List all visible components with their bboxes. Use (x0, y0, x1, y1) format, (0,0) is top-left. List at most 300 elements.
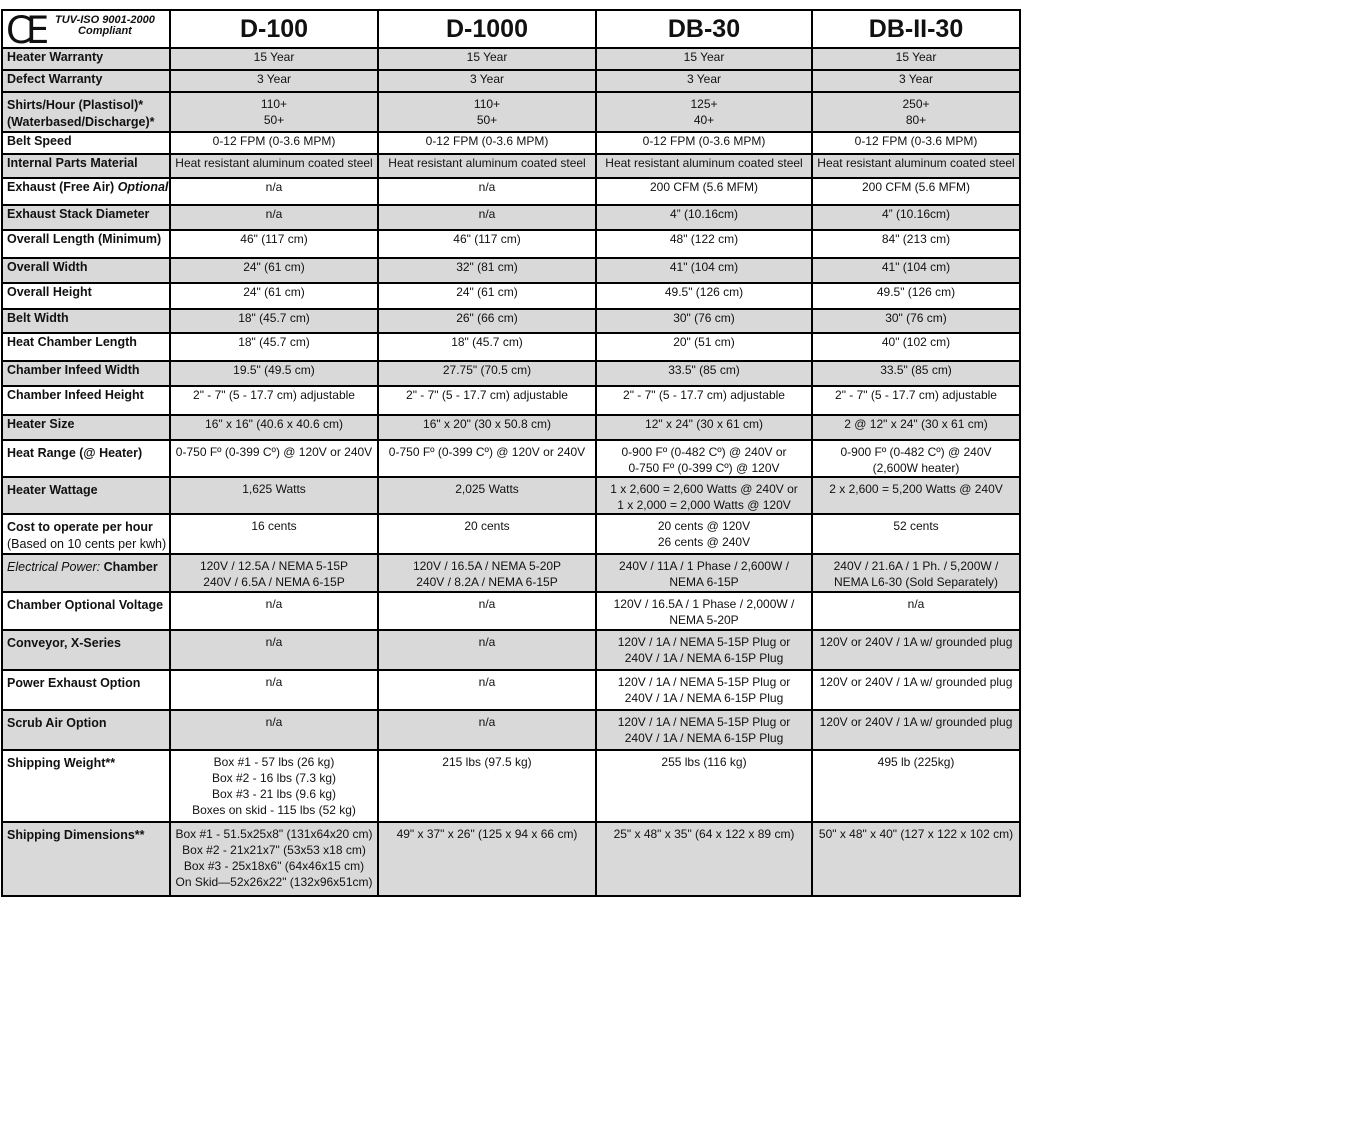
spec-row (2, 440, 1020, 477)
spec-value (812, 750, 1020, 822)
spec-value (812, 670, 1020, 710)
spec-value (378, 415, 596, 440)
spec-label-text: Heat Chamber Length (7, 335, 137, 349)
spec-label (2, 70, 170, 92)
spec-label (2, 822, 170, 896)
spec-value (596, 230, 812, 258)
spec-row (2, 415, 1020, 440)
spec-value-line: 240V / 11A / 1 Phase / 2,600W / (619, 559, 789, 573)
spec-value-line: Box #3 - 21 lbs (9.6 kg) (211, 787, 337, 801)
spec-value-line: 120V / 1A / NEMA 5-15P Plug or (617, 715, 791, 729)
certification-cell (2, 9, 170, 52)
spec-value-line: 33.5" (85 cm) (880, 363, 952, 377)
spec-value-line: 2" - 7" (5 - 17.7 cm) adjustable (835, 388, 997, 402)
spec-value-line: n/a (265, 675, 283, 689)
spec-label (2, 514, 170, 554)
spec-rows (2, 48, 1020, 896)
spec-value (596, 205, 812, 230)
spec-value-line: n/a (265, 715, 283, 729)
spec-value (378, 750, 596, 822)
spec-value-line: n/a (478, 207, 496, 221)
spec-value (170, 822, 378, 896)
spec-value-line: 46" (117 cm) (240, 232, 308, 246)
spec-value (378, 440, 596, 477)
spec-label-text: Belt Speed (7, 134, 72, 148)
spec-value-line: Heat resistant aluminum coated steel (388, 156, 586, 170)
spec-value (378, 670, 596, 710)
spec-value-line: 15 Year (253, 50, 295, 64)
spec-row (2, 361, 1020, 386)
spec-value (812, 258, 1020, 283)
spec-value (812, 710, 1020, 750)
spec-value (170, 554, 378, 592)
spec-value (812, 48, 1020, 70)
spec-value (170, 48, 378, 70)
spec-value-line: 4” (10.16cm) (881, 207, 951, 221)
spec-value-line: 24" (61 cm) (243, 260, 305, 274)
spec-value (378, 592, 596, 630)
spec-value-line: 2 @ 12" x 24" (30 x 61 cm) (844, 417, 988, 431)
spec-value (596, 822, 812, 896)
spec-value (812, 132, 1020, 154)
spec-value-line: 0-12 FPM (0-3.6 MPM) (854, 134, 978, 148)
spec-row (2, 670, 1020, 710)
spec-value (170, 178, 378, 205)
spec-value-line: 41" (104 cm) (881, 260, 951, 274)
spec-row (2, 258, 1020, 283)
spec-value (170, 440, 378, 477)
spec-value-line: 120V or 240V / 1A w/ grounded plug (819, 675, 1013, 689)
spec-value-line: 33.5" (85 cm) (668, 363, 740, 377)
spec-label-text: Heater Warranty (7, 50, 104, 64)
spec-value-line: 16 cents (251, 519, 297, 533)
spec-row (2, 822, 1020, 896)
spec-label-text: Chamber Infeed Width (7, 363, 140, 377)
spec-value-line: 240V / 21.6A / 1 Ph. / 5,200W / (833, 559, 999, 573)
spec-row (2, 154, 1020, 178)
spec-label-text: Belt Width (7, 311, 69, 325)
spec-value-line: 250+ (902, 97, 930, 111)
spec-value-line: 0-900 Fº (0-482 Cº) @ 240V or (621, 445, 787, 459)
spec-value (812, 477, 1020, 514)
spec-value-line: NEMA 5-20P (669, 613, 739, 627)
spec-value (170, 132, 378, 154)
header-row (2, 10, 1020, 48)
spec-value (812, 554, 1020, 592)
spec-value-line: 0-750 Fº (0-399 Cº) @ 120V or 240V (175, 445, 373, 459)
spec-row (2, 283, 1020, 309)
spec-value-line: 1 x 2,000 = 2,000 Watts @ 120V (617, 498, 791, 512)
spec-value-line: 30" (76 cm) (885, 311, 947, 325)
spec-value-line: 20 cents @ 120V (657, 519, 751, 533)
spec-value-line: 240V / 6.5A / NEMA 6-15P (203, 575, 345, 589)
spec-value-line: 0-900 Fº (0-482 Cº) @ 240V (840, 445, 992, 459)
spec-value-line: 240V / 1A / NEMA 6-15P Plug (624, 651, 784, 665)
spec-value-line: 15 Year (683, 50, 725, 64)
spec-label (2, 132, 170, 154)
spec-value (378, 230, 596, 258)
spec-row (2, 630, 1020, 670)
spec-value-line: 49.5" (126 cm) (664, 285, 744, 299)
spec-value (812, 514, 1020, 554)
spec-label-text: Cost to operate per hour (7, 520, 153, 534)
spec-value-line: 32" (81 cm) (456, 260, 518, 274)
spec-value-line: 110+ (260, 97, 288, 111)
spec-comparison-table (1, 9, 1021, 897)
spec-value-line: 2" - 7" (5 - 17.7 cm) adjustable (623, 388, 785, 402)
spec-value-line: 0-12 FPM (0-3.6 MPM) (212, 134, 336, 148)
spec-row (2, 48, 1020, 70)
spec-value (596, 710, 812, 750)
spec-value-line: 12" x 24" (30 x 61 cm) (645, 417, 763, 431)
spec-label (2, 415, 170, 440)
spec-value-line: 84" (213 cm) (881, 232, 951, 246)
spec-value (812, 283, 1020, 309)
spec-value (378, 514, 596, 554)
spec-label-text: Conveyor, X-Series (7, 636, 121, 650)
spec-label (2, 477, 170, 514)
spec-value-line: Heat resistant aluminum coated steel (817, 156, 1015, 170)
spec-value-line: 50" x 48" x 40" (127 x 122 x 102 cm) (818, 827, 1014, 841)
spec-value (378, 477, 596, 514)
spec-value-line: 24" (61 cm) (456, 285, 518, 299)
spec-label (2, 592, 170, 630)
spec-value (596, 309, 812, 333)
spec-label (2, 309, 170, 333)
spec-label-text: (Waterbased/Discharge)* (7, 115, 155, 129)
spec-value (812, 592, 1020, 630)
spec-value (812, 630, 1020, 670)
spec-value (812, 415, 1020, 440)
spec-value-line: 215 lbs (97.5 kg) (442, 755, 532, 769)
spec-value (378, 554, 596, 592)
spec-value (378, 309, 596, 333)
spec-value (170, 514, 378, 554)
spec-value-line: 240V / 1A / NEMA 6-15P Plug (624, 731, 784, 745)
spec-value (170, 477, 378, 514)
spec-value-line: 2" - 7" (5 - 17.7 cm) adjustable (193, 388, 355, 402)
spec-value-line: 0-750 Fº (0-399 Cº) @ 120V or 240V (388, 445, 586, 459)
spec-value-line: n/a (478, 597, 496, 611)
spec-label (2, 670, 170, 710)
spec-value (596, 750, 812, 822)
spec-value (378, 386, 596, 415)
spec-value (378, 710, 596, 750)
spec-value-line: Box #1 - 57 lbs (26 kg) (213, 755, 335, 769)
spec-value-line: 52 cents (893, 519, 939, 533)
spec-value (170, 750, 378, 822)
spec-row (2, 750, 1020, 822)
spec-row (2, 132, 1020, 154)
spec-value-line: 110+ (473, 97, 501, 111)
spec-value (812, 361, 1020, 386)
spec-value-line: 24" (61 cm) (243, 285, 305, 299)
spec-value-line: Box #2 - 21x21x7" (53x53 x18 cm) (182, 843, 366, 857)
spec-value-line: n/a (478, 180, 496, 194)
spec-value-line: 46" (117 cm) (453, 232, 521, 246)
spec-label (2, 333, 170, 361)
spec-label (2, 361, 170, 386)
spec-value (596, 283, 812, 309)
spec-value (812, 154, 1020, 178)
spec-value (596, 670, 812, 710)
spec-label-italic: Optional (117, 180, 169, 194)
spec-value (596, 92, 812, 132)
spec-label-text: Scrub Air Option (7, 716, 107, 730)
spec-value-line: 120V / 16.5A / 1 Phase / 2,000W / (613, 597, 795, 611)
spec-value (378, 178, 596, 205)
spec-value-line: 16" x 16" (40.6 x 40.6 cm) (205, 417, 343, 431)
spec-value-line: 26" (66 cm) (456, 311, 518, 325)
spec-value (170, 361, 378, 386)
spec-value-line: 0-750 Fº (0-399 Cº) @ 120V (628, 461, 780, 475)
spec-value-line: Heat resistant aluminum coated steel (605, 156, 803, 170)
spec-label-text: Exhaust Stack Diameter (7, 207, 150, 221)
spec-value-line: Heat resistant aluminum coated steel (175, 156, 373, 170)
spec-value-line: Boxes on skid - 115 lbs (52 kg) (192, 803, 356, 817)
spec-value (170, 415, 378, 440)
spec-value-line: Box #2 - 16 lbs (7.3 kg) (211, 771, 337, 785)
spec-value (812, 230, 1020, 258)
spec-value-line: n/a (907, 597, 925, 611)
spec-label (2, 440, 170, 477)
spec-value (596, 440, 812, 477)
spec-value-line: 50+ (476, 113, 498, 127)
spec-value-line: 48" (122 cm) (669, 232, 739, 246)
spec-label-text: Heater Size (7, 417, 75, 431)
spec-value-line: 200 CFM (5.6 MFM) (861, 180, 970, 194)
spec-label-text: Heat Range (@ Heater) (7, 446, 143, 460)
spec-value-line: 255 lbs (116 kg) (661, 755, 747, 769)
spec-label-text: Overall Height (7, 285, 92, 299)
spec-value-line: 2,025 Watts (455, 482, 519, 496)
spec-label-text: Overall Length (Minimum) (7, 232, 162, 246)
spec-value (596, 132, 812, 154)
spec-value-line: 15 Year (895, 50, 937, 64)
spec-label-text: Heater Wattage (7, 483, 98, 497)
spec-label-text: Internal Parts Material (7, 156, 138, 170)
spec-value-line: 40" (102 cm) (881, 335, 951, 349)
spec-value (170, 258, 378, 283)
spec-value (596, 630, 812, 670)
spec-value (596, 477, 812, 514)
spec-value-line: 3 Year (469, 72, 505, 86)
spec-value (170, 592, 378, 630)
spec-value (812, 178, 1020, 205)
spec-row (2, 592, 1020, 630)
spec-value-line: n/a (478, 715, 496, 729)
spec-label-text: Shipping Weight** (7, 756, 116, 770)
spec-label (2, 154, 170, 178)
spec-value-line: 2 x 2,600 = 5,200 Watts @ 240V (829, 482, 1003, 496)
spec-value-line: 50+ (263, 113, 285, 127)
spec-value-line: n/a (265, 597, 283, 611)
spec-label (2, 205, 170, 230)
spec-value-line: n/a (265, 180, 283, 194)
spec-value (170, 710, 378, 750)
spec-label-italic: Electrical Power: (7, 560, 104, 574)
spec-row (2, 514, 1020, 554)
spec-value (170, 70, 378, 92)
spec-label-text: Defect Warranty (7, 72, 103, 86)
spec-value (378, 361, 596, 386)
spec-value-line: 4” (10.16cm) (669, 207, 739, 221)
spec-value (378, 154, 596, 178)
spec-value-line: 240V / 8.2A / NEMA 6-15P (416, 575, 558, 589)
spec-value (596, 178, 812, 205)
certification-text: TUV-ISO 9001-2000 Compliant (55, 14, 155, 37)
spec-value (596, 592, 812, 630)
spec-value-line: 3 Year (898, 72, 934, 86)
spec-label-text: Chamber Optional Voltage (7, 598, 164, 612)
spec-label (2, 258, 170, 283)
spec-row (2, 178, 1020, 205)
ce-mark-logo: CE (6, 9, 44, 52)
spec-value (812, 440, 1020, 477)
spec-value-line: 18" (45.7 cm) (238, 311, 310, 325)
spec-row (2, 477, 1020, 514)
spec-value-line: 41" (104 cm) (669, 260, 739, 274)
spec-value-line: 120V / 1A / NEMA 5-15P Plug or (617, 635, 791, 649)
spec-value-line: 20" (51 cm) (673, 335, 735, 349)
spec-value-line: 3 Year (256, 72, 292, 86)
spec-value (378, 333, 596, 361)
spec-label (2, 230, 170, 258)
spec-value (170, 386, 378, 415)
spec-label (2, 178, 170, 205)
spec-value-line: 19.5" (49.5 cm) (233, 363, 315, 377)
spec-value-line: 120V / 12.5A / NEMA 5-15P (199, 559, 349, 573)
spec-value (596, 554, 812, 592)
spec-value (812, 92, 1020, 132)
spec-value (596, 514, 812, 554)
spec-value (378, 70, 596, 92)
spec-value-line: n/a (265, 635, 283, 649)
spec-value-line: n/a (478, 635, 496, 649)
spec-row (2, 309, 1020, 333)
spec-value (170, 283, 378, 309)
spec-value-line: n/a (478, 675, 496, 689)
spec-value-line: 200 CFM (5.6 MFM) (649, 180, 758, 194)
spec-value (170, 630, 378, 670)
spec-row (2, 70, 1020, 92)
spec-value-line: 30" (76 cm) (673, 311, 735, 325)
spec-row (2, 333, 1020, 361)
spec-label-text: Chamber Infeed Height (7, 388, 144, 402)
spec-label (2, 630, 170, 670)
spec-row (2, 92, 1020, 132)
spec-value (596, 333, 812, 361)
spec-value (812, 386, 1020, 415)
spec-value-line: NEMA 6-15P (669, 575, 739, 589)
model-header: DB-II-30 (812, 10, 1020, 48)
spec-value (378, 92, 596, 132)
spec-value-line: 3 Year (686, 72, 722, 86)
spec-label-text: Overall Width (7, 260, 88, 274)
spec-label (2, 554, 170, 592)
spec-value (812, 205, 1020, 230)
spec-label-text: Shirts/Hour (Plastisol)* (7, 98, 144, 112)
model-header: D-100 (170, 10, 378, 48)
spec-value (378, 205, 596, 230)
spec-label-subtext: (Based on 10 cents per kwh) (7, 537, 167, 551)
spec-value (170, 333, 378, 361)
spec-value-line: 26 cents @ 240V (657, 535, 751, 549)
spec-value-line: 27.75" (70.5 cm) (442, 363, 532, 377)
spec-value (170, 670, 378, 710)
spec-value-line: NEMA L6-30 (Sold Separately) (833, 575, 999, 589)
spec-value (596, 70, 812, 92)
spec-value-line: 125+ (690, 97, 718, 111)
spec-value-line: 25" x 48" x 35" (64 x 122 x 89 cm) (613, 827, 795, 841)
spec-value (378, 132, 596, 154)
spec-label-text: Shipping Dimensions** (7, 828, 145, 842)
spec-value (378, 48, 596, 70)
spec-value-line: 49.5" (126 cm) (876, 285, 956, 299)
spec-label (2, 710, 170, 750)
model-header: D-1000 (378, 10, 596, 48)
spec-row (2, 710, 1020, 750)
spec-value (812, 309, 1020, 333)
spec-label (2, 283, 170, 309)
spec-value (596, 258, 812, 283)
spec-value (378, 258, 596, 283)
spec-value-line: 15 Year (466, 50, 508, 64)
spec-value-line: Box #3 - 25x18x6" (64x46x15 cm) (183, 859, 365, 873)
spec-value-line: 120V or 240V / 1A w/ grounded plug (819, 715, 1013, 729)
spec-value (812, 333, 1020, 361)
spec-value-line: 80+ (905, 113, 927, 127)
spec-value-line: n/a (265, 207, 283, 221)
spec-value-line: 40+ (693, 113, 715, 127)
spec-value-line: 1 x 2,600 = 2,600 Watts @ 240V or (610, 482, 798, 496)
spec-value (378, 822, 596, 896)
spec-value (596, 361, 812, 386)
spec-label (2, 750, 170, 822)
spec-label-text: Power Exhaust Option (7, 676, 141, 690)
spec-value (812, 70, 1020, 92)
spec-value (596, 386, 812, 415)
spec-value-line: Box #1 - 51.5x25x8" (131x64x20 cm) (175, 827, 373, 841)
spec-value (170, 92, 378, 132)
spec-value (596, 48, 812, 70)
spec-value-line: 0-12 FPM (0-3.6 MPM) (642, 134, 766, 148)
spec-value (596, 154, 812, 178)
spec-value-line: 120V / 16.5A / NEMA 5-20P (412, 559, 562, 573)
spec-value (378, 283, 596, 309)
spec-label-text: Chamber (103, 560, 158, 574)
spec-label (2, 386, 170, 415)
spec-label-text: Exhaust (Free Air) (7, 180, 118, 194)
spec-value (596, 415, 812, 440)
spec-value-line: 240V / 1A / NEMA 6-15P Plug (624, 691, 784, 705)
spec-row (2, 386, 1020, 415)
spec-row (2, 554, 1020, 592)
spec-value (812, 822, 1020, 896)
spec-value-line: 18" (45.7 cm) (238, 335, 310, 349)
spec-value-line: 120V / 1A / NEMA 5-15P Plug or (617, 675, 791, 689)
spec-value-line: 2" - 7" (5 - 17.7 cm) adjustable (406, 388, 568, 402)
spec-value-line: 18" (45.7 cm) (451, 335, 523, 349)
spec-value-line: (2,600W heater) (872, 461, 960, 475)
model-header: DB-30 (596, 10, 812, 48)
spec-value (170, 205, 378, 230)
spec-row (2, 230, 1020, 258)
spec-row (2, 205, 1020, 230)
spec-value (170, 309, 378, 333)
spec-value-line: On Skid—52x26x22" (132x96x51cm) (175, 875, 373, 889)
spec-value-line: 49" x 37" x 26" (125 x 94 x 66 cm) (396, 827, 578, 841)
